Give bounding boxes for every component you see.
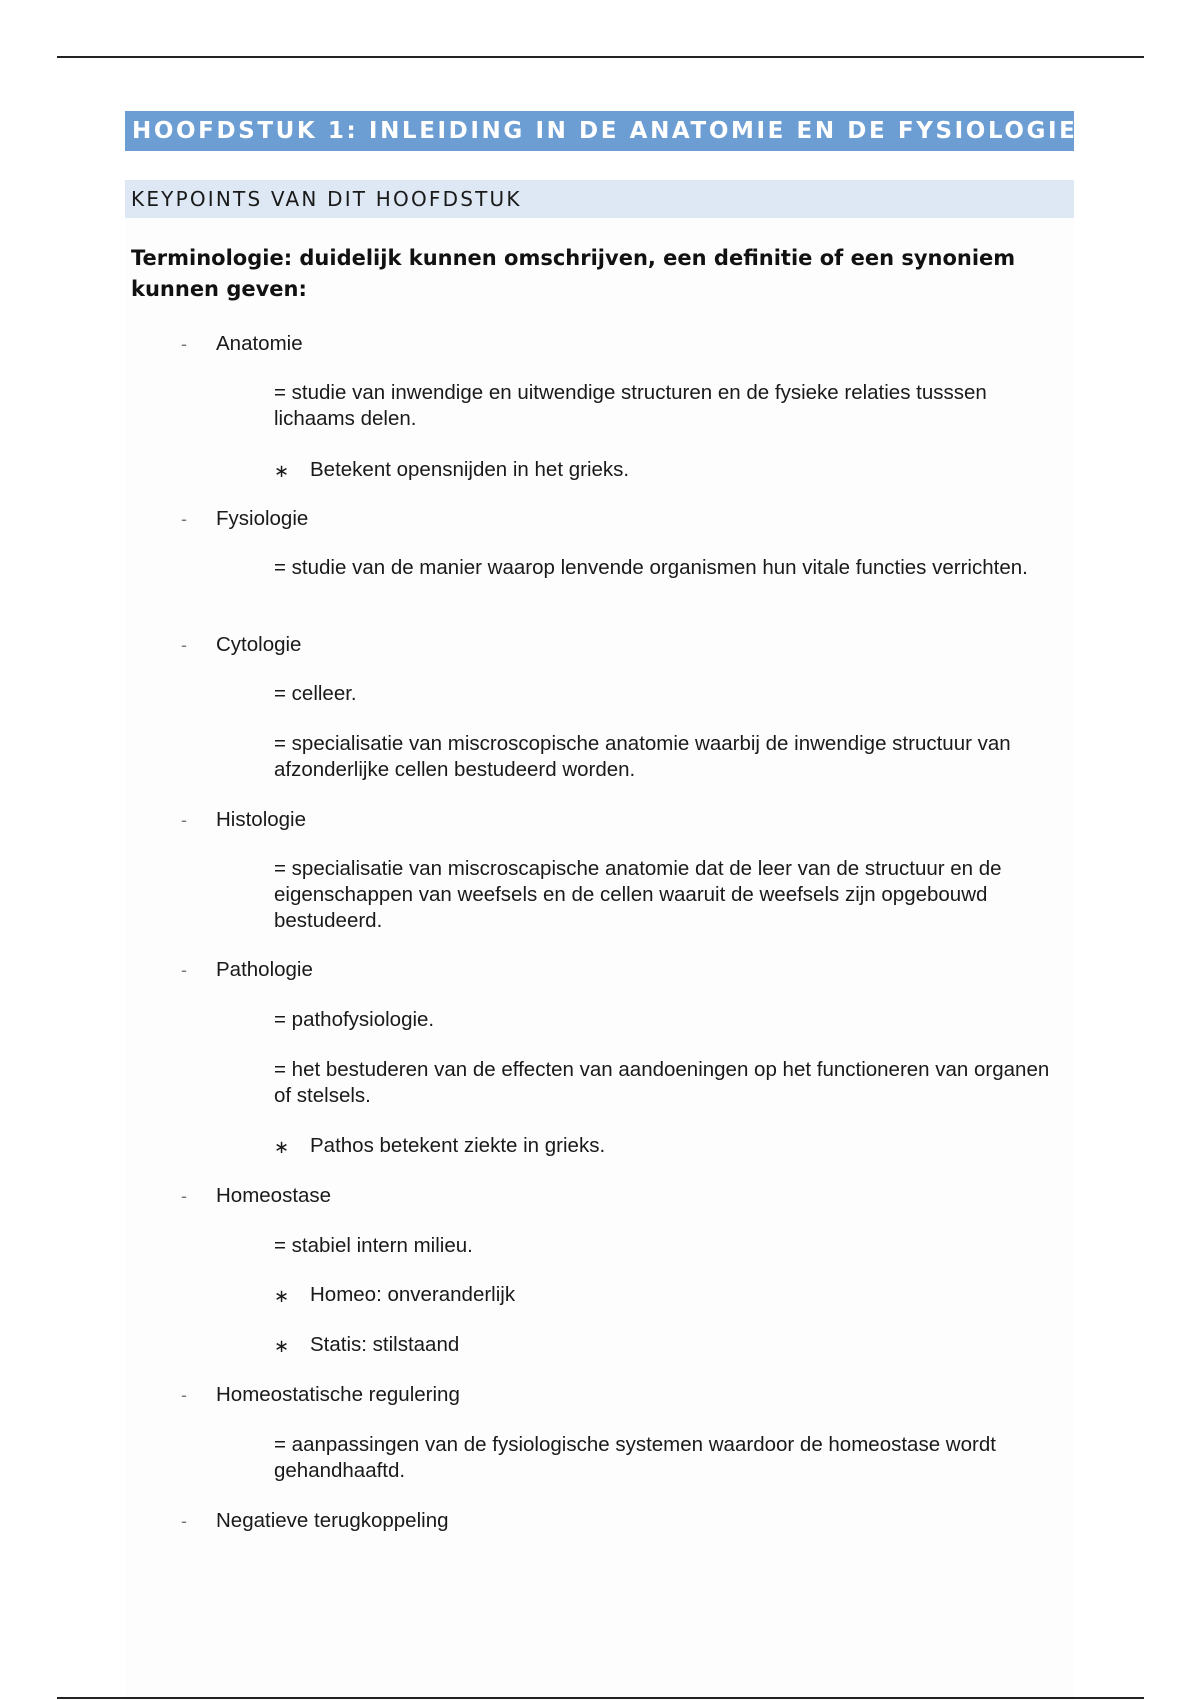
list-marker: - [181,334,187,354]
term-note: Homeo: onveranderlijk [310,1283,516,1306]
bottom-rule [57,1697,1144,1699]
list-marker: - [181,509,187,529]
term-label: Pathologie [216,958,313,981]
term-label: Negatieve terugkoppeling [216,1509,449,1532]
term-definition: = studie van inwendige en uitwendige structuren en de fysieke relaties tusssen lichaams delen. [274,381,987,430]
list-marker: - [181,960,187,980]
term-definition: = specialisatie van miscroscapische anatomie dat de leer van de structuur en de eigenschappen van weefsels en de cellen waaruit de weefsels zijn opgebouwd bestudeerd. [274,857,1002,932]
document-content [125,0,1078,1700]
term-definition: = stabiel intern milieu. [274,1234,473,1257]
term-definition: = aanpassingen van de fysiologische systemen waardoor de homeostase wordt gehandhaaftd. [274,1433,996,1482]
term-definition: = celleer. [274,682,357,705]
term-label: Fysiologie [216,507,309,530]
bullet-marker: ∗ [274,1137,290,1157]
term-label: Histologie [216,808,307,831]
bullet-marker: ∗ [274,1336,290,1356]
bullet-marker: ∗ [274,1286,290,1306]
list-marker: - [181,810,187,830]
chapter-heading: HOOFDSTUK 1: INLEIDING IN DE ANATOMIE EN DE FYSIOLOGIE [125,111,1074,151]
bullet-marker: ∗ [274,461,290,481]
term-label: Anatomie [216,332,303,355]
term-definition: = studie van de manier waarop lenvende organismen hun vitale functies verrichten. [274,556,1028,579]
list-marker: - [181,1385,187,1405]
term-label: Cytologie [216,633,302,656]
term-note: Pathos betekent ziekte in grieks. [310,1134,606,1157]
term-note: Betekent opensnijden in het grieks. [310,458,630,481]
term-label: Homeostatische regulering [216,1383,460,1406]
term-definition: = het bestuderen van de effecten van aandoeningen op het functioneren van organen of stelsels. [274,1058,1050,1107]
intro-paragraph: Terminologie: duidelijk kunnen omschrijven, een definitie of een synoniem kunnen geven: [131,246,1016,301]
term-definition: = specialisatie van miscroscopische anatomie waarbij de inwendige structuur van afzonderlijke cellen bestudeerd worden. [274,732,1011,781]
list-marker: - [181,1186,187,1206]
term-definition: = pathofysiologie. [274,1008,435,1031]
list-marker: - [181,1511,187,1531]
section-heading: KEYPOINTS VAN DIT HOOFDSTUK [125,180,1074,218]
term-note: Statis: stilstaand [310,1333,460,1356]
term-label: Homeostase [216,1184,332,1207]
list-marker: - [181,635,187,655]
